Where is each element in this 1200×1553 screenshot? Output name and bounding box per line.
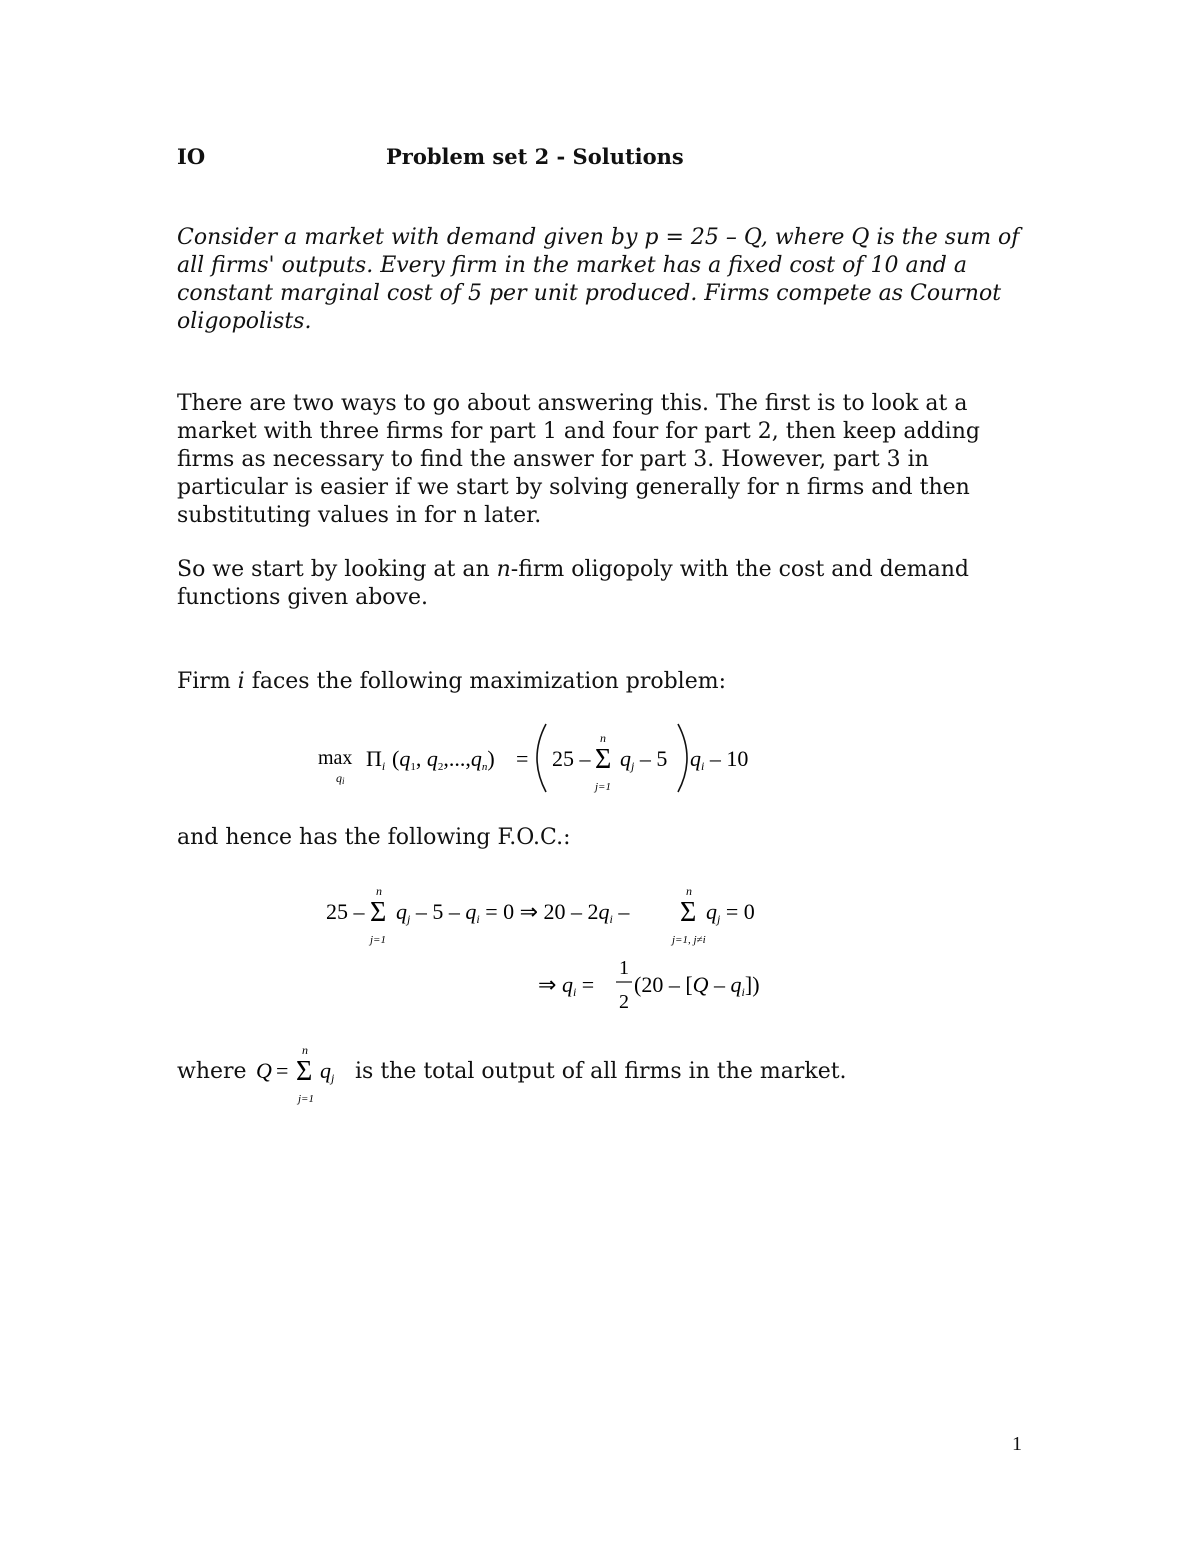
where-text: where <box>177 1059 247 1084</box>
foc-25: 25 – <box>326 899 365 924</box>
q-equals: = <box>276 1058 289 1083</box>
n-variable: n <box>496 557 511 582</box>
page-title: Problem set 2 - Solutions <box>386 144 684 169</box>
sum-upper: n <box>600 731 606 745</box>
profit-symbol: Πi <box>366 746 386 773</box>
equals-sign: = <box>516 746 529 771</box>
q-sum-definition <box>252 1040 352 1110</box>
q-sum-term: qj <box>320 1058 335 1085</box>
foc-sum2-upper: n <box>686 884 692 898</box>
max-operator: max <box>318 747 353 769</box>
fraction-denominator: 2 <box>619 991 629 1013</box>
fraction-numerator: 1 <box>619 957 629 979</box>
q-sum-lower: j=1 <box>298 1093 314 1105</box>
profit-max-equation <box>310 718 780 798</box>
n-firm-paragraph <box>177 556 1037 612</box>
tail-term: qi – 10 <box>690 746 749 773</box>
best-response-equation <box>530 952 790 1020</box>
constant-25: 25 – <box>552 746 591 771</box>
profit-arguments: (q1, q2,...,qn) <box>392 746 495 773</box>
max-problem-intro <box>177 668 1037 696</box>
best-response-rest: (20 – [Q – qi]) <box>634 972 760 999</box>
Q-variable: Q <box>256 1058 272 1083</box>
foc-sum1-upper: n <box>376 884 382 898</box>
sum-symbol: Σ <box>595 744 612 775</box>
course-label: IO <box>177 144 206 169</box>
foc-sum1-lower: j=1 <box>370 934 386 946</box>
qj-term: qj – 5 <box>620 746 668 773</box>
foc-sum2-lower: j=1, j≠i <box>672 934 706 946</box>
left-paren <box>537 724 546 792</box>
foc-sum2: Σ <box>680 897 697 928</box>
firm-text-after: faces the following maximization problem: <box>244 669 727 694</box>
n-firm-text-before: So we start by looking at an <box>177 557 497 582</box>
foc-sum1: Σ <box>370 897 387 928</box>
right-paren <box>678 724 687 792</box>
implies-arrow: ⇒ qi = <box>538 972 595 999</box>
foc-intro: and hence has the following F.O.C.: <box>177 825 571 850</box>
problem-statement: Consider a market with demand given by p = 25 – Q, where Q is the sum of all firms' outputs. Every firm in the market has a fixed cost of 10 and a constant marginal cost of 5 per unit produced. Firms compete as Cournot oligopolists. <box>177 225 1020 334</box>
i-variable: i <box>237 669 245 694</box>
max-subscript: qi <box>336 771 345 786</box>
foc-left-terms: qj – 5 – qi = 0 ⇒ 20 – 2qi – <box>396 899 630 926</box>
n-firm-text-after: -firm oligopoly with the cost and demand functions given above. <box>177 557 969 610</box>
q-sum-symbol: Σ <box>296 1056 313 1087</box>
page-number: 1 <box>1012 1433 1022 1455</box>
foc-right-terms: qj = 0 <box>706 899 755 926</box>
approach-paragraph <box>177 390 1037 530</box>
total-output-text: is the total output of all firms in the market. <box>355 1059 847 1084</box>
approach-text: There are two ways to go about answering this. The first is to look at a market with three firms for part 1 and four for part 2, then keep adding firms as necessary to find the answer for part 3. However, part 3 in particular is easier if we start by solving generally for n firms and then substituting values in for n later. <box>177 391 980 528</box>
sum-lower: j=1 <box>595 781 611 793</box>
foc-equation <box>320 875 800 947</box>
q-sum-upper: n <box>302 1043 308 1057</box>
firm-text-before: Firm <box>177 669 238 694</box>
